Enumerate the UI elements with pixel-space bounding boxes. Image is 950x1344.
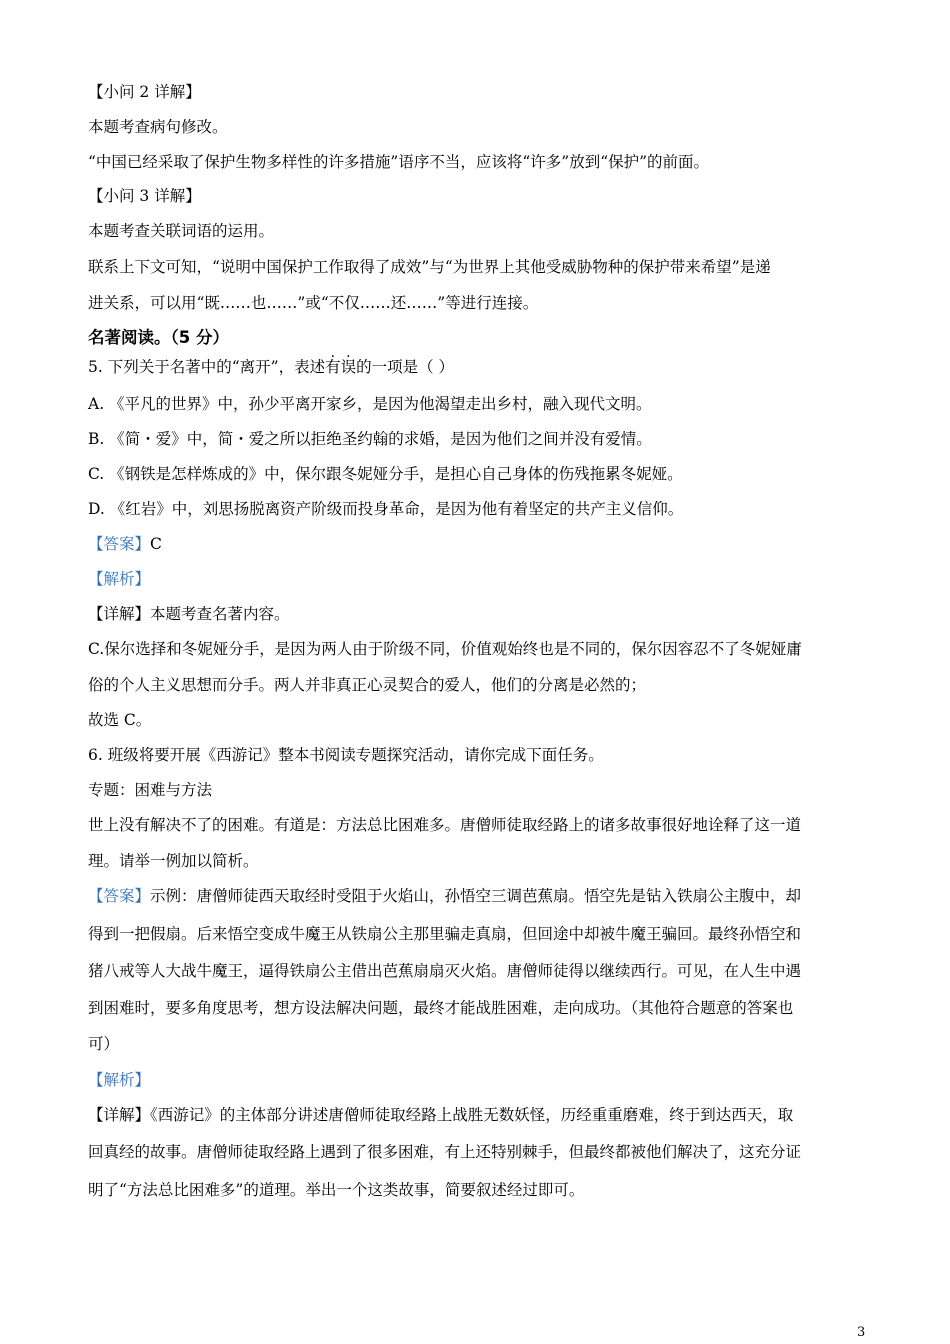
q5-stem-before: 5. 下列关于名著中的“离开”，表述 xyxy=(88,358,326,376)
classics-reading-heading: 名著阅读。（5 分） xyxy=(88,328,229,347)
q6-stem: 6. 班级将要开展《西游记》整本书阅读专题探究活动，请你完成下面任务。 xyxy=(88,746,604,764)
q2-topic-line: 本题考查病句修改。 xyxy=(88,118,228,136)
q6-answer-line-4: 到困难时，要多角度思考，想方设法解决问题，最终才能战胜困难，走向成功。（其他符合题意的答案也 xyxy=(88,999,794,1017)
answer-tag: 【答案】 xyxy=(88,887,151,905)
q6-topic: 专题：困难与方法 xyxy=(88,781,213,799)
q6-prompt-line-1: 世上没有解决不了的困难。有道是：方法总比困难多。唐僧师徒取经路上的诸多故事很好地诠释了这一道 xyxy=(88,816,802,834)
q3-explanation-line-2: 进关系，可以用“既……也……”或“不仅……还……”等进行连接。 xyxy=(88,294,539,312)
q5-detail-line-2: C.保尔选择和冬妮娅分手，是因为两人由于阶级不同，价值观始终也是不同的，保尔因容忍不了冬妮娅庸 xyxy=(88,640,802,658)
q5-answer xyxy=(88,534,162,554)
page-number: 3 xyxy=(857,1325,866,1340)
q6-answer-line-2: 得到一把假扇。后来悟空变成牛魔王从铁扇公主那里骗走真扇，但回途中却被牛魔王骗回。最终孙悟空和 xyxy=(88,925,802,943)
q2-detail-header: 【小问 2 详解】 xyxy=(88,83,201,101)
q5-option-c: C. 《钢铁是怎样炼成的》中，保尔跟冬妮娅分手，是担心自己身体的伤残拖累冬妮娅。 xyxy=(88,465,683,483)
q3-topic-line: 本题考查关联词语的运用。 xyxy=(88,222,275,240)
q5-stem-after: 的一项是（ ） xyxy=(356,358,455,376)
q6-prompt-line-2: 理。请举一例加以简析。 xyxy=(88,852,259,870)
q5-option-b: B. 《简・爱》中，简・爱之所以拒绝圣约翰的求婚，是因为他们之间并没有爱情。 xyxy=(88,430,652,448)
q5-emphasis-char-2: 误 xyxy=(340,358,357,376)
q3-explanation-line-1: 联系上下文可知，“说明中国保护工作取得了成效”与“为世界上其他受威胁物种的保护带来希望”是递 xyxy=(88,258,771,276)
q3-detail-header: 【小问 3 详解】 xyxy=(88,187,201,205)
q6-detail-line-3: 明了“方法总比困难多”的道理。举出一个这类故事，简要叙述经过即可。 xyxy=(88,1181,585,1199)
answer-tag: 【答案】 xyxy=(88,535,151,553)
q5-option-d: D. 《红岩》中，刘思扬脱离资产阶级而投身革命，是因为他有着坚定的共产主义信仰。 xyxy=(88,500,684,518)
q6-answer-line-5: 可） xyxy=(88,1035,120,1053)
q5-emphasis-char-1: 有 xyxy=(325,358,341,376)
q6-answer-text: 示例：唐僧师徒西天取经时受阻于火焰山，孙悟空三调芭蕉扇。悟空先是钻入铁扇公主腹中，却 xyxy=(150,887,802,905)
q5-detail-line-1: 【详解】本题考查名著内容。 xyxy=(88,605,290,623)
q6-detail-line-2: 回真经的故事。唐僧师徒取经路上遇到了很多困难，有上还特别棘手，但最终都被他们解决了，这充分证 xyxy=(88,1143,802,1161)
q6-answer-line-3: 猪八戒等人大战牛魔王，逼得铁扇公主借出芭蕉扇扇灭火焰。唐僧师徒得以继续西行。可见，在人生中遇 xyxy=(88,962,802,980)
q5-detail-line-3: 俗的个人主义思想而分手。两人并非真正心灵契合的爱人，他们的分离是必然的； xyxy=(88,676,647,694)
q5-detail-line-4: 故选 C。 xyxy=(88,711,152,729)
q5-answer-value: C xyxy=(150,535,162,553)
q6-answer-line-1 xyxy=(88,886,801,906)
q2-explanation: “中国已经采取了保护生物多样性的许多措施”语序不当，应该将“许多”放到“保护”的前面。 xyxy=(88,153,710,171)
q5-analysis-tag: 【解析】 xyxy=(88,570,151,588)
q5-stem xyxy=(88,357,454,377)
q6-analysis-tag: 【解析】 xyxy=(88,1071,151,1089)
q5-option-a: A. 《平凡的世界》中，孙少平离开家乡，是因为他渴望走出乡村，融入现代文明。 xyxy=(88,395,652,413)
q6-detail-line-1: 【详解】《西游记》的主体部分讲述唐僧师徒取经路上战胜无数妖怪，历经重重磨难，终于到达西天，取 xyxy=(88,1106,794,1124)
